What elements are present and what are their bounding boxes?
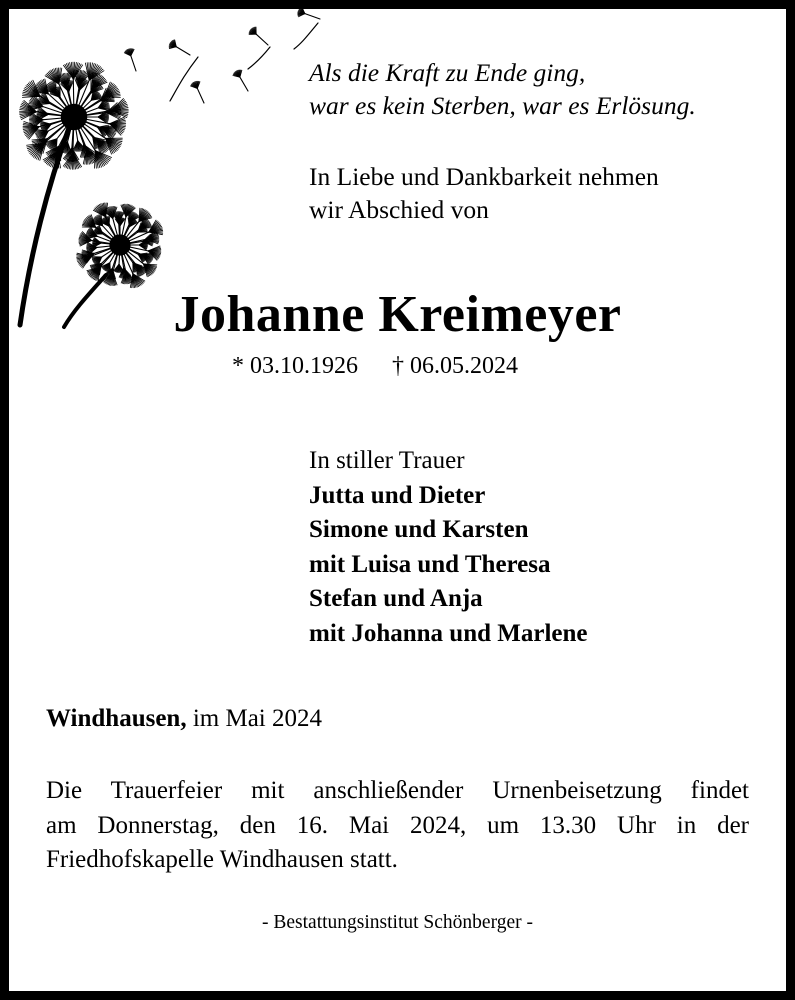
deceased-name: Johanne Kreimeyer — [173, 286, 622, 343]
place-date — [46, 705, 322, 733]
mourner-name: mit Johanna und Marlene — [309, 619, 588, 647]
motto-line-1: Als die Kraft zu Ende ging, — [309, 58, 586, 87]
mourner-name: mit Luisa und Theresa — [309, 550, 551, 578]
intro-line-2: wir Abschied von — [309, 195, 489, 224]
mourners-block — [309, 444, 588, 651]
notice-line-1: Die Trauerfeier mit anschließender Urnenbeisetzung findet — [46, 777, 749, 804]
mourner-name: Stefan und Anja — [309, 585, 483, 612]
intro-text — [309, 160, 659, 226]
motto-line-2: war es kein Sterben, war es Erlösung. — [309, 91, 696, 120]
funeral-notice — [46, 774, 749, 878]
mourner-name: Simone und Karsten — [309, 516, 529, 543]
birth-date: * 03.10.1926 — [232, 353, 358, 379]
mourner-name: Jutta und Dieter — [309, 481, 486, 509]
undertaker-credit: - Bestattungsinstitut Schönberger - — [262, 912, 533, 933]
mourners-heading: In stiller Trauer — [309, 447, 465, 474]
life-dates — [232, 353, 518, 380]
place-month: im Mai 2024 — [186, 705, 323, 732]
place-town: Windhausen, — [46, 705, 187, 732]
motto — [309, 56, 696, 122]
intro-line-1: In Liebe und Dankbarkeit nehmen — [309, 162, 659, 191]
notice-line-3: Friedhofskapelle Windhausen statt. — [46, 846, 398, 873]
notice-line-2: am Donnerstag, den 16. Mai 2024, um 13.30 Uhr in der — [46, 811, 749, 839]
death-date: † 06.05.2024 — [392, 353, 518, 379]
